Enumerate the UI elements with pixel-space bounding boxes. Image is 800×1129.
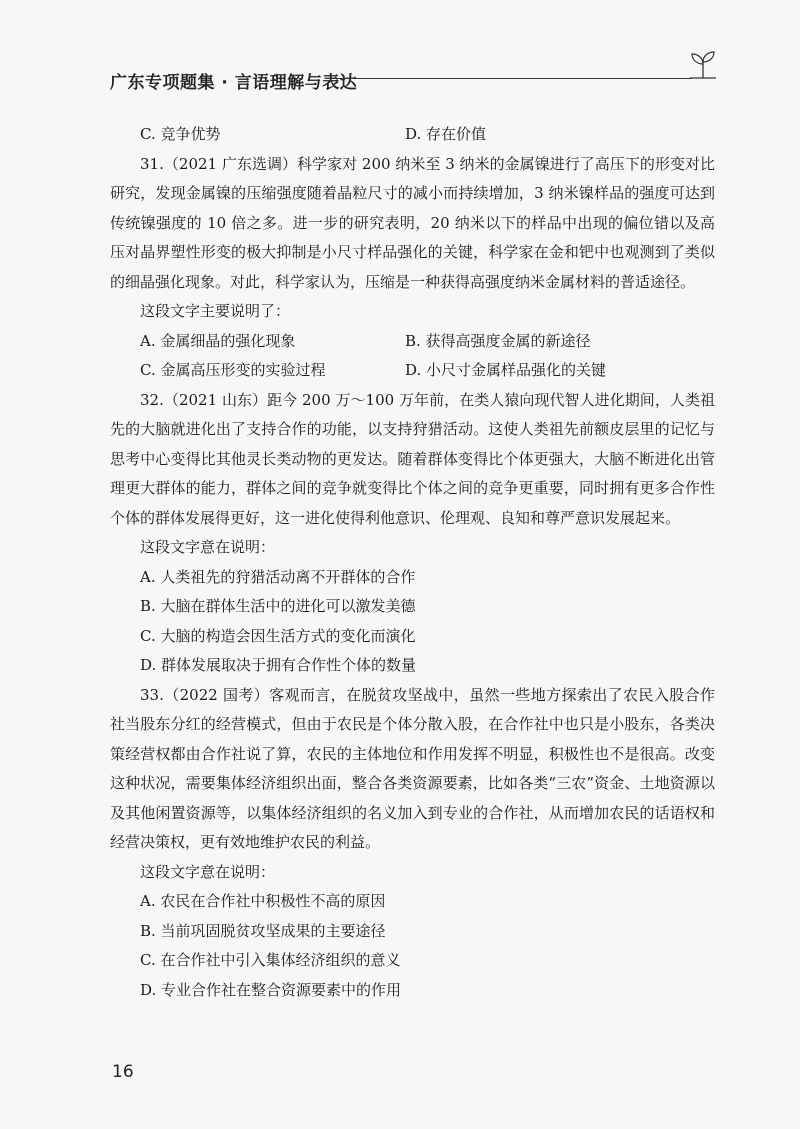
page-number: 16 [112,1062,134,1082]
q31-options-row-1 [110,327,715,357]
q32-prompt: 这段文字意在说明： [140,538,276,556]
q32-option-c: C. 大脑的构造会因生活方式的变化而演化 [140,626,416,645]
q33-prompt: 这段文字意在说明： [140,862,276,881]
q31-option-c: C. 金属高压形变的实验过程 [140,361,326,379]
q31-option-a: A. 金属细晶的强化现象 [140,331,296,350]
q33-option-c: C. 在合作社中引入集体经济组织的意义 [140,951,401,969]
prev-option-d: D. 存在价值 [405,125,487,143]
page-content [110,120,715,1005]
header-rule [330,78,692,79]
q31-text: 31.（2021 广东选调）科学家对 200 纳米至 3 纳米的金属镍进行了高压下的形变对比研究，发现金属镍的压缩强度随着晶粒尺寸的减小而持续增加，3 纳米镍样品的强度可达到传统镍强度的 10 倍之多。进一步的研究表明，20 纳米以下的样品中出现的偏位错以及高压对晶界塑性形变的极大抑制是小尺寸样品强化的关键，科学家在金和钯中也观测到了类似的细晶强化现象。对此，科学家认为，压缩是一种获得高强度纳米金属材料的普适途径。 [110,154,715,291]
prev-option-c: C. 竞争优势 [140,125,221,143]
q32-option-b: B. 大脑在群体生活中的进化可以激发美德 [140,597,416,615]
q31-options-row-2 [110,356,715,386]
prev-options-row [110,120,715,150]
q33-option-b: B. 当前巩固脱贫攻坚成果的主要途径 [140,921,386,940]
q33-option-d: D. 专业合作社在整合资源要素中的作用 [140,980,402,999]
header-title: 广东专项题集 · 言语理解与表达 [110,73,358,93]
q32-text: 32.（2021 山东）距今 200 万～100 万年前，在类人猿向现代智人进化期间，人类祖先的大脑就进化出了支持合作的功能，以支持狩猎活动。这使人类祖先前额皮层里的记忆与思考中心变得比其他灵长类动物的更发达。随着群体变得比个体更强大，大脑不断进化出管理更大群体的能力，群体之间的竞争就变得比个体之间的竞争更重要，同时拥有更多合作性个体的群体发展得更好，这一进化使得利他意识、伦理观、良知和尊严意识发展起来。 [110,390,715,527]
q32-option-d: D. 群体发展取决于拥有合作性个体的数量 [140,656,417,674]
q32-option-a: A. 人类祖先的狩猎活动离不开群体的合作 [140,567,416,586]
q31-prompt: 这段文字主要说明了： [140,302,291,320]
q33-text: 33.（2022 国考）客观而言，在脱贫攻坚战中，虽然一些地方探索出了农民入股合作社当股东分红的经营模式，但由于农民是个体分散入股，在合作社中也只是小股东，各类决策经营权都由合作社说了算，农民的主体地位和作用发挥不明显，积极性也不是很高。改变这种状况，需要集体经济组织出面，整合各类资源要素，比如各类“三农”资金、土地资源以及其他闲置资源等，以集体经济组织的名义加入到专业的合作社，从而增加农民的话语权和经营决策权，更有效地维护农民的利益。 [110,685,715,851]
q31-option-d: D. 小尺寸金属样品强化的关键 [405,361,607,379]
sprout-icon [686,50,720,82]
page-header [110,62,720,92]
q33-option-a: A. 农民在合作社中积极性不高的原因 [140,892,386,910]
q31-option-b: B. 获得高强度金属的新途径 [405,331,591,350]
